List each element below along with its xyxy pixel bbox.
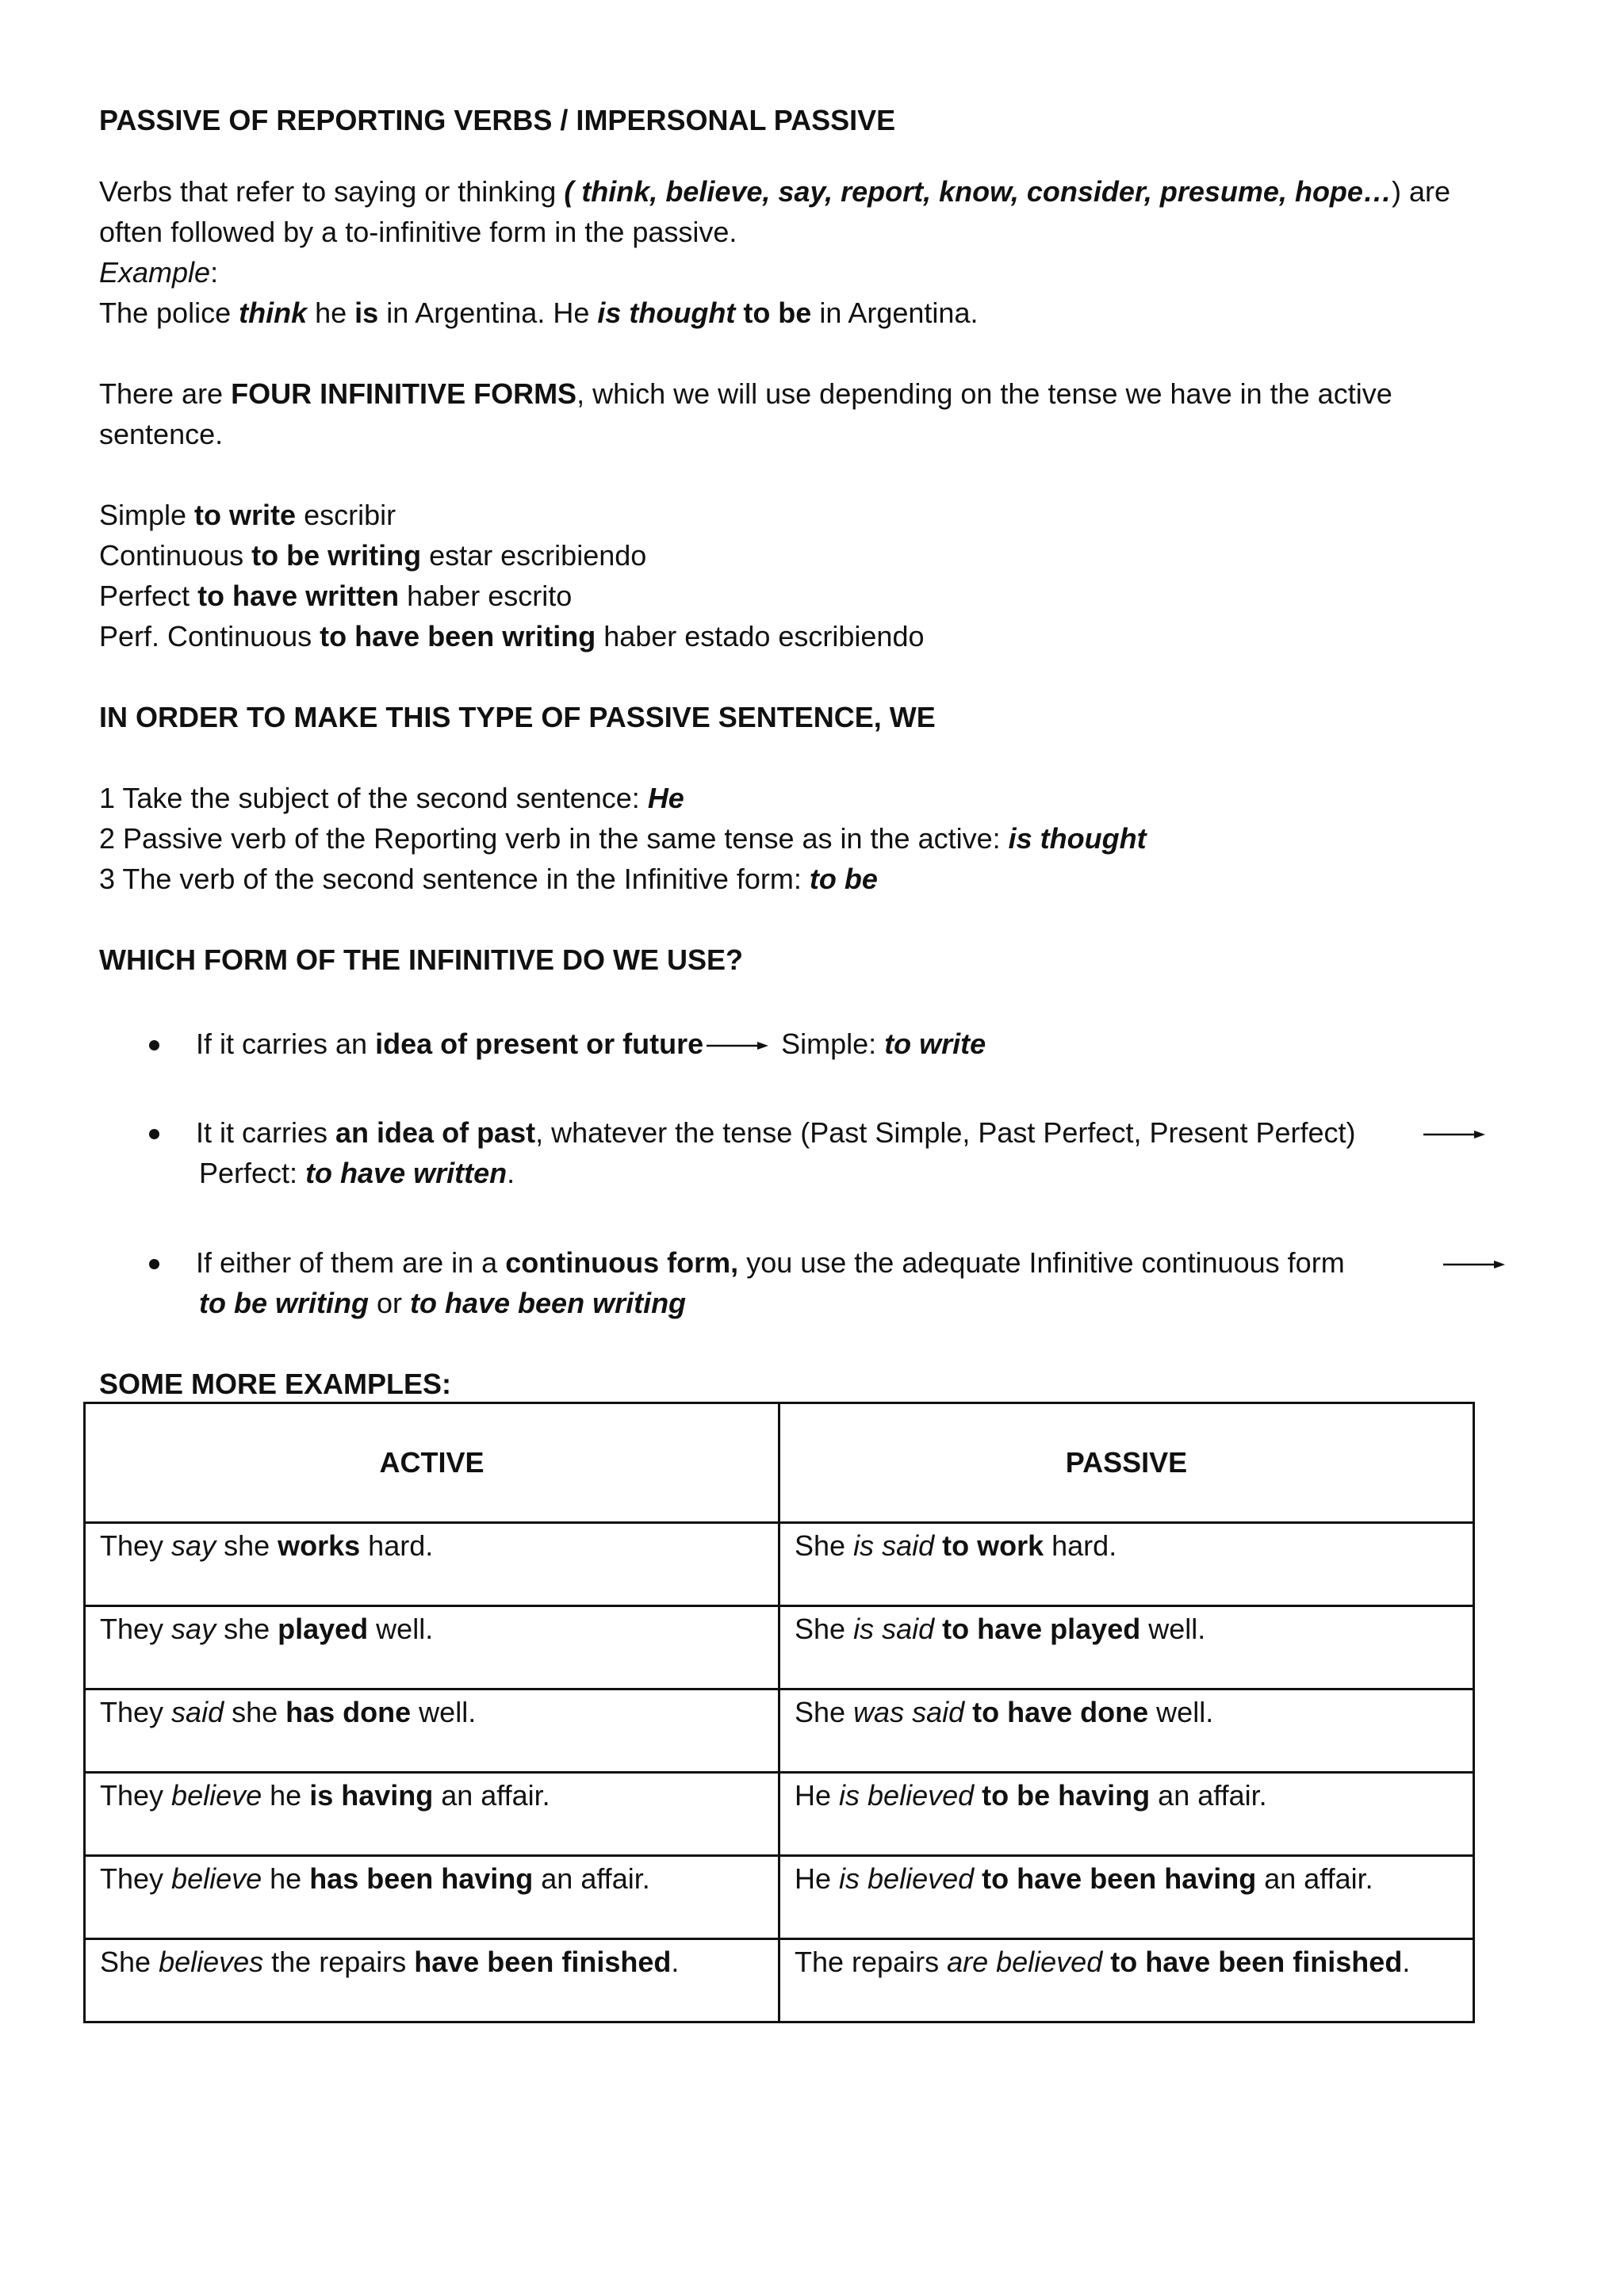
bullet-icon — [149, 1129, 159, 1139]
intro-line-1 — [99, 171, 1450, 212]
bullet-3-line-1 — [196, 1242, 1345, 1283]
active-cell: She believes the repairs have been finished. — [85, 1939, 779, 2022]
bullet-text: If it carries an — [196, 1027, 376, 1060]
step-text: 3 The verb of the second sentence in the Infinitive form: — [99, 863, 810, 895]
form-simple — [99, 495, 396, 535]
arrow-right-icon — [1423, 1129, 1485, 1140]
table-row — [85, 1523, 1474, 1606]
intro-line-2: often followed by a to-infinitive form in the passive. — [99, 216, 737, 248]
bullet-2-line-1 — [196, 1112, 1356, 1153]
example-label: Example — [99, 256, 211, 289]
page-title: PASSIVE OF REPORTING VERBS / IMPERSONAL PASSIVE — [99, 104, 896, 136]
bullet-text: , whatever the tense (Past Simple, Past Perfect, Present Perfect) — [535, 1116, 1356, 1149]
bullet-text: or — [368, 1287, 410, 1319]
bullet-text: If either of them are in a — [196, 1246, 506, 1279]
bullet-text: Perfect: — [199, 1157, 306, 1189]
step-emphasis: He — [647, 782, 684, 814]
verb-list: ( think, believe, say, report, know, consider, presume, hope… — [564, 175, 1392, 208]
example-verb: is — [354, 297, 379, 329]
step-emphasis: to be — [809, 863, 878, 895]
bullet-emphasis: idea of present or future — [375, 1027, 704, 1060]
form-translation: haber escrito — [399, 580, 573, 612]
example-text: in Argentina. — [811, 297, 979, 329]
bullet-text: It it carries — [196, 1116, 336, 1149]
passive-cell: He is believed to be having an affair. — [779, 1773, 1474, 1856]
form-name: Simple — [99, 499, 195, 531]
table-row — [85, 1856, 1474, 1939]
example-verb: think — [239, 297, 308, 329]
step-3 — [99, 859, 878, 899]
bullet-3-line-2 — [199, 1283, 686, 1323]
bullet-emphasis: to have been writing — [410, 1287, 687, 1319]
form-perfect-continuous — [99, 616, 924, 656]
bullet-emphasis: to write — [884, 1027, 986, 1060]
form-name: Perf. Continuous — [99, 620, 320, 652]
order-heading: IN ORDER TO MAKE THIS TYPE OF PASSIVE SENTENCE, WE — [99, 701, 936, 733]
intro-text: Verbs that refer to saying or thinking — [99, 175, 565, 208]
example-sentence — [99, 293, 978, 333]
more-examples-heading: SOME MORE EXAMPLES: — [99, 1368, 452, 1400]
four-forms-text: There are — [99, 377, 232, 410]
bullet-icon — [149, 1259, 159, 1269]
example-text: in Argentina. He — [378, 297, 598, 329]
form-name: Perfect — [99, 580, 198, 612]
intro-text: ) are — [1391, 175, 1450, 208]
form-name: Continuous — [99, 539, 252, 572]
step-emphasis: is thought — [1008, 822, 1147, 855]
form-infinitive: to be writing — [251, 539, 422, 572]
bullet-emphasis: continuous form, — [505, 1246, 739, 1279]
passive-cell: She is said to have played well. — [779, 1606, 1474, 1689]
passive-cell: She was said to have done well. — [779, 1689, 1474, 1773]
step-text: 2 Passive verb of the Reporting verb in the same tense as in the active: — [99, 822, 1009, 855]
bullet-emphasis: an idea of past — [335, 1116, 536, 1149]
bullet-emphasis: to have written — [305, 1157, 508, 1189]
example-passive: is thought — [597, 297, 736, 329]
table-row — [85, 1606, 1474, 1689]
active-cell: They say she played well. — [85, 1606, 779, 1689]
passive-cell: He is believed to have been having an affair. — [779, 1856, 1474, 1939]
passive-cell: She is said to work hard. — [779, 1523, 1474, 1606]
table-header-row — [85, 1403, 1474, 1523]
table-row — [85, 1939, 1474, 2022]
form-translation: escribir — [296, 499, 396, 531]
column-header-active: ACTIVE — [85, 1403, 779, 1523]
bullet-icon — [149, 1040, 159, 1050]
example-label-line — [99, 252, 218, 293]
step-text: 1 Take the subject of the second sentence: — [99, 782, 648, 814]
bullet-text: Simple: — [773, 1027, 885, 1060]
bullet-text: you use the adequate Infinitive continuous form — [738, 1246, 1345, 1279]
form-translation: estar escribiendo — [421, 539, 647, 572]
form-translation: haber estado escribiendo — [596, 620, 925, 652]
active-cell: They believe he has been having an affair. — [85, 1856, 779, 1939]
form-continuous — [99, 535, 646, 576]
example-text: he — [307, 297, 355, 329]
example-infinitive: to be — [743, 297, 812, 329]
bullet-emphasis: to be writing — [199, 1287, 369, 1319]
bullet-2-line-2 — [199, 1153, 515, 1193]
arrow-right-icon — [707, 1040, 768, 1051]
table-row — [85, 1773, 1474, 1856]
example-colon: : — [210, 256, 219, 289]
which-heading: WHICH FORM OF THE INFINITIVE DO WE USE? — [99, 943, 743, 976]
examples-table — [83, 1402, 1475, 2023]
step-2 — [99, 818, 1147, 859]
bullet-1 — [196, 1024, 986, 1064]
four-forms-emphasis: FOUR INFINITIVE FORMS — [231, 377, 577, 410]
form-perfect — [99, 576, 572, 616]
column-header-passive: PASSIVE — [779, 1403, 1474, 1523]
bullet-text: . — [507, 1157, 515, 1189]
four-forms-line-2: sentence. — [99, 418, 224, 450]
active-cell: They say she works hard. — [85, 1523, 779, 1606]
step-1 — [99, 778, 684, 818]
form-infinitive: to have been writing — [320, 620, 596, 652]
example-text — [735, 297, 743, 329]
active-cell: They believe he is having an affair. — [85, 1773, 779, 1856]
four-forms-text: , which we will use depending on the tense we have in the active — [576, 377, 1392, 410]
form-infinitive: to write — [194, 499, 297, 531]
table-row — [85, 1689, 1474, 1773]
four-forms-line-1 — [99, 373, 1392, 414]
passive-cell: The repairs are believed to have been finished. — [779, 1939, 1474, 2022]
form-infinitive: to have written — [197, 580, 400, 612]
active-cell: They said she has done well. — [85, 1689, 779, 1773]
arrow-right-icon — [1443, 1259, 1505, 1270]
example-text: The police — [99, 297, 239, 329]
